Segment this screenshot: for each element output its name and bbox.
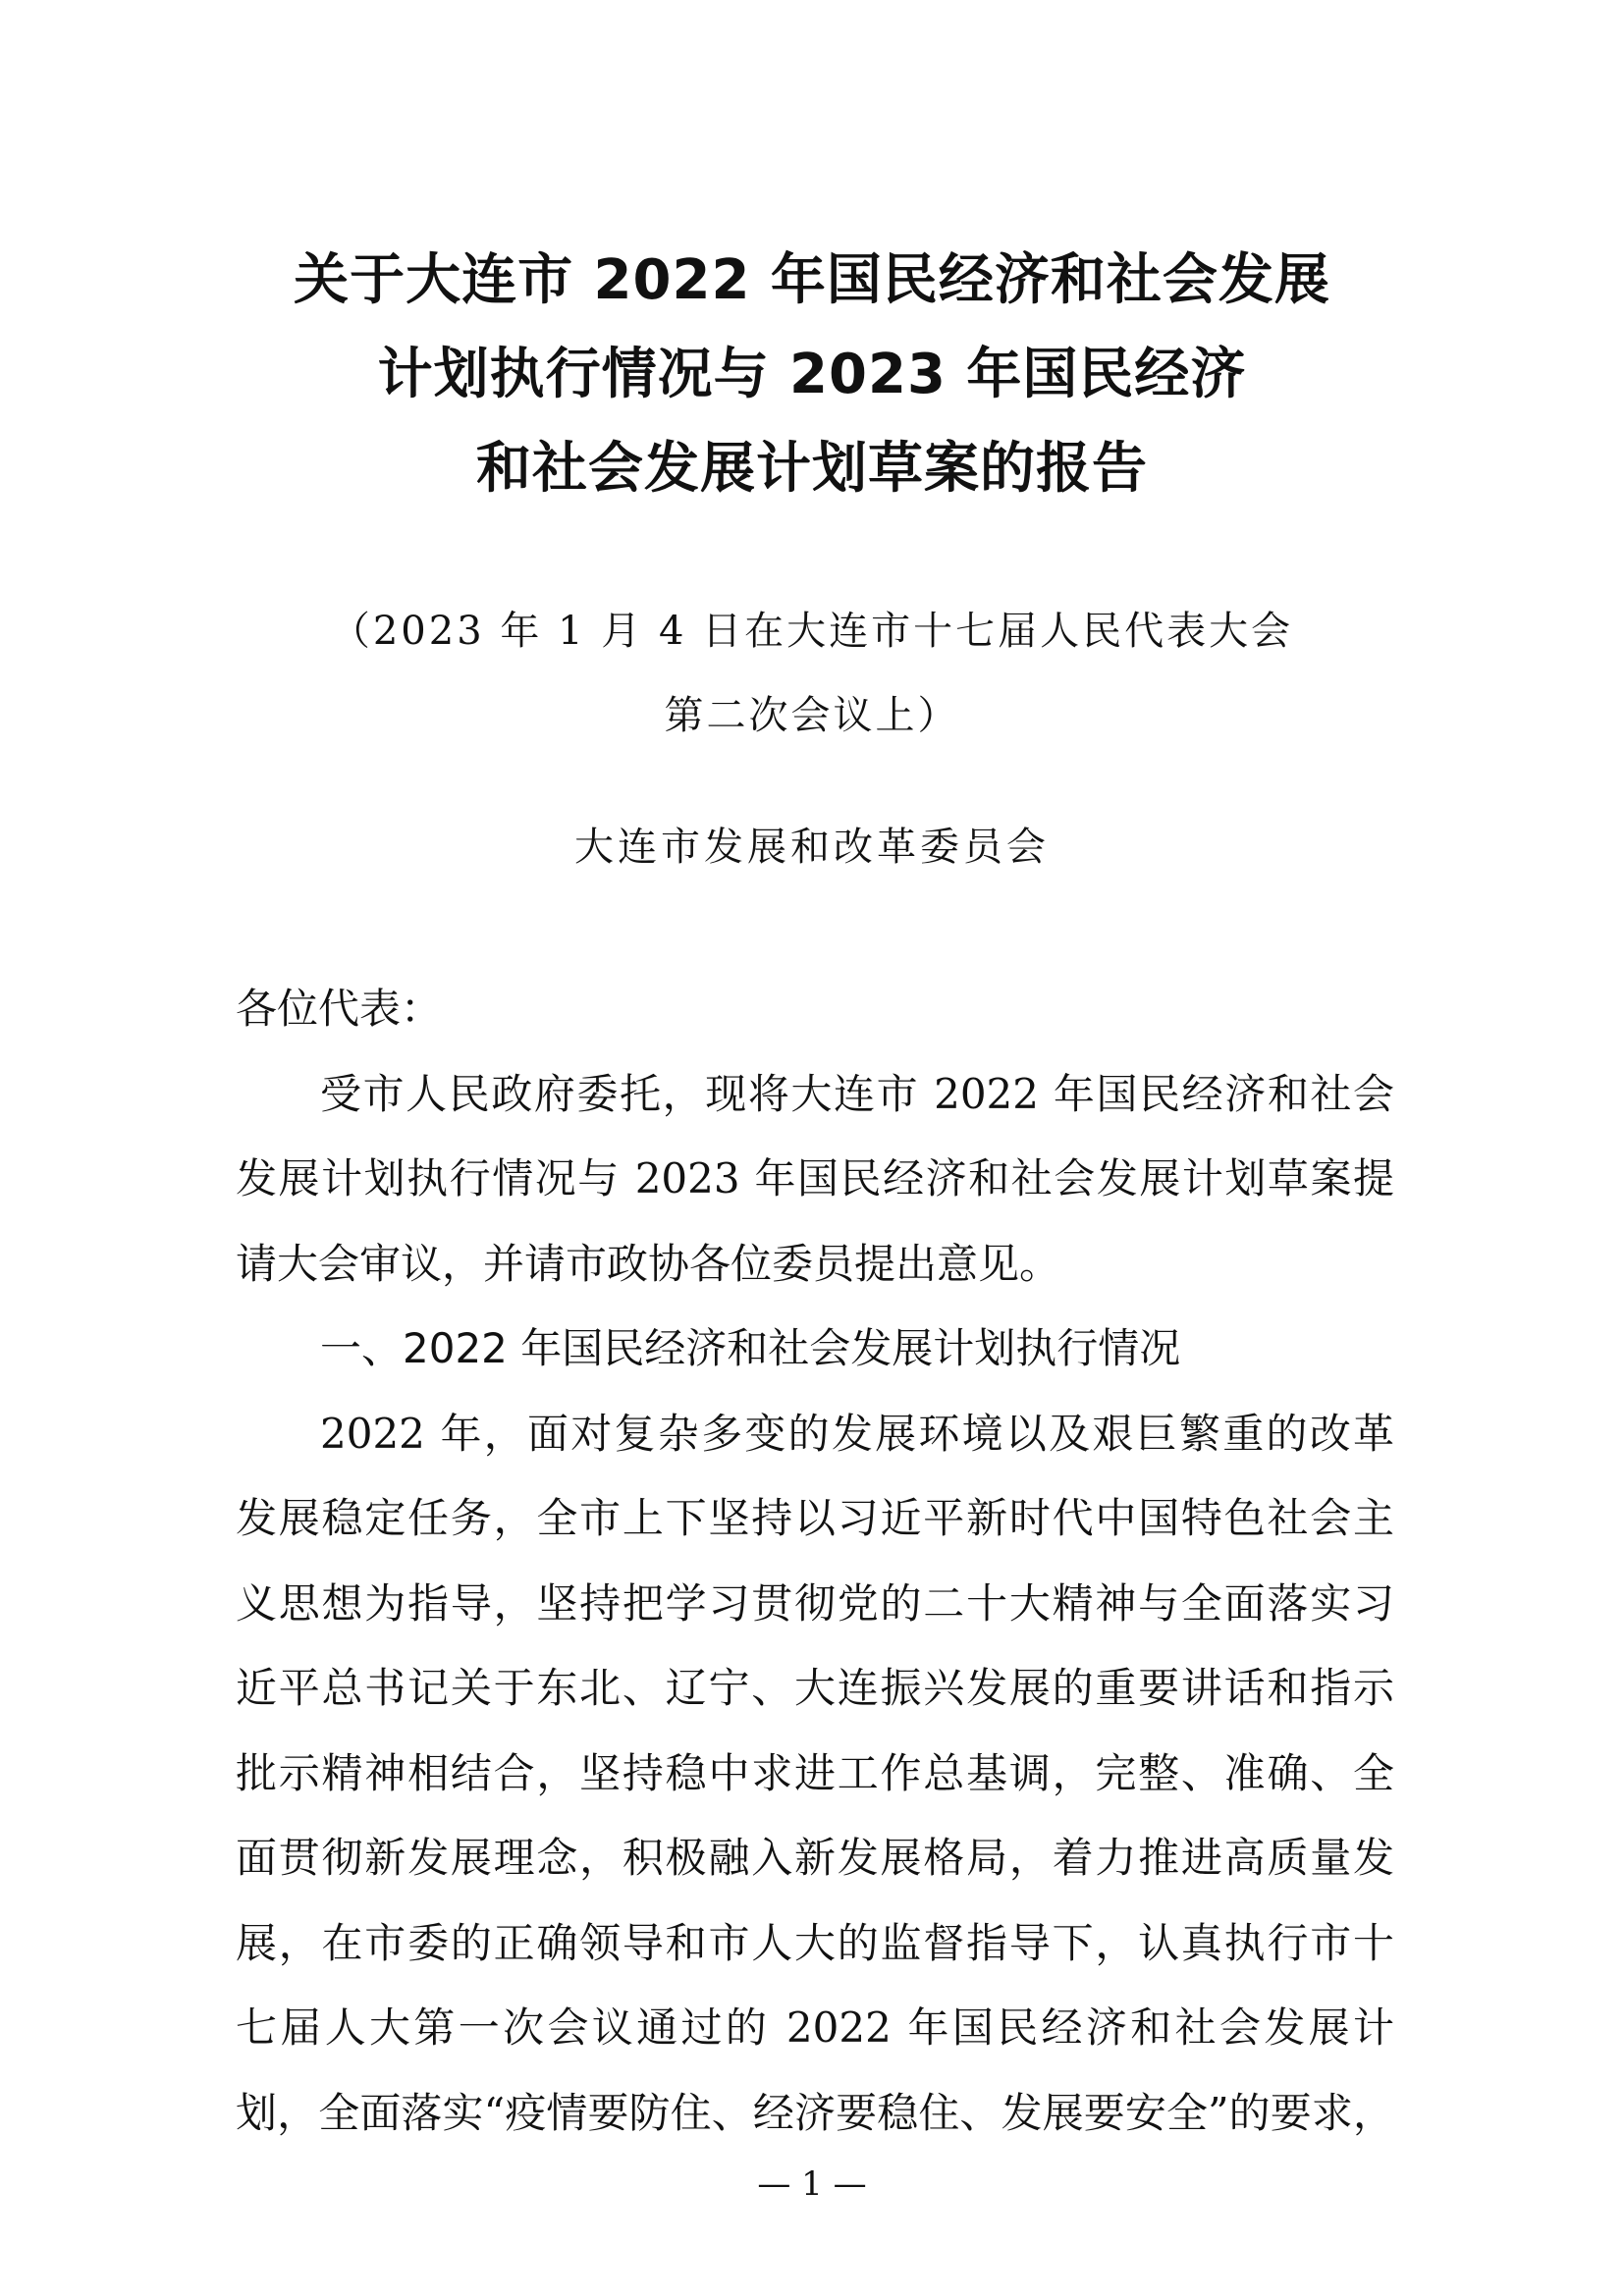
section-heading: 一、2022 年国民经济和社会发展计划执行情况 <box>320 1324 1181 1372</box>
page-number: — 1 — <box>757 2164 867 2204</box>
paragraph-line: 划，全面落实“疫情要防住、经济要稳住、发展要安全”的要求， <box>236 2088 1394 2137</box>
intro-line: 发展计划执行情况与 2023 年国民经济和社会发展计划草案提 <box>236 1154 1394 1202</box>
intro-line: 受市人民政府委托，现将大连市 2022 年国民经济和社会 <box>320 1069 1394 1118</box>
title-line: 计划执行情况与 2023 年国民经济 <box>377 343 1247 406</box>
paragraph-line: 2022 年，面对复杂多变的发展环境以及艰巨繁重的改革 <box>320 1409 1394 1458</box>
paragraph-line: 面贯彻新发展理念，积极融入新发展格局，着力推进高质量发 <box>236 1834 1394 1882</box>
salutation: 各位代表： <box>236 985 443 1033</box>
paragraph-line: 义思想为指导，坚持把学习贯彻党的二十大精神与全面落实习 <box>236 1578 1394 1628</box>
title-line: 关于大连市 2022 年国民经济和社会发展 <box>294 248 1330 312</box>
paragraph-line: 批示精神相结合，坚持稳中求进工作总基调，完整、准确、全 <box>236 1748 1394 1797</box>
report-title <box>137 234 1487 516</box>
paragraph-line: 发展稳定任务，全市上下坚持以习近平新时代中国特色社会主 <box>236 1494 1394 1542</box>
report-subtitle <box>137 589 1487 758</box>
paragraph-line: 近平总书记关于东北、辽宁、大连振兴发展的重要讲话和指示 <box>236 1664 1394 1712</box>
paragraph-line: 展，在市委的正确领导和市人大的监督指导下，认真执行市十 <box>236 1918 1394 1967</box>
report-body <box>236 967 1394 2156</box>
subtitle-line: （2023 年 1 月 4 日在大连市十七届人民代表大会 <box>330 609 1294 654</box>
title-line: 和社会发展计划草案的报告 <box>476 437 1148 501</box>
intro-line: 请大会审议，并请市政协各位委员提出意见。 <box>236 1239 1061 1288</box>
issuing-organization: 大连市发展和改革委员会 <box>574 825 1050 870</box>
paragraph-line: 七届人大第一次会议通过的 2022 年国民经济和社会发展计 <box>236 2003 1394 2052</box>
subtitle-line: 第二次会议上） <box>664 693 960 738</box>
